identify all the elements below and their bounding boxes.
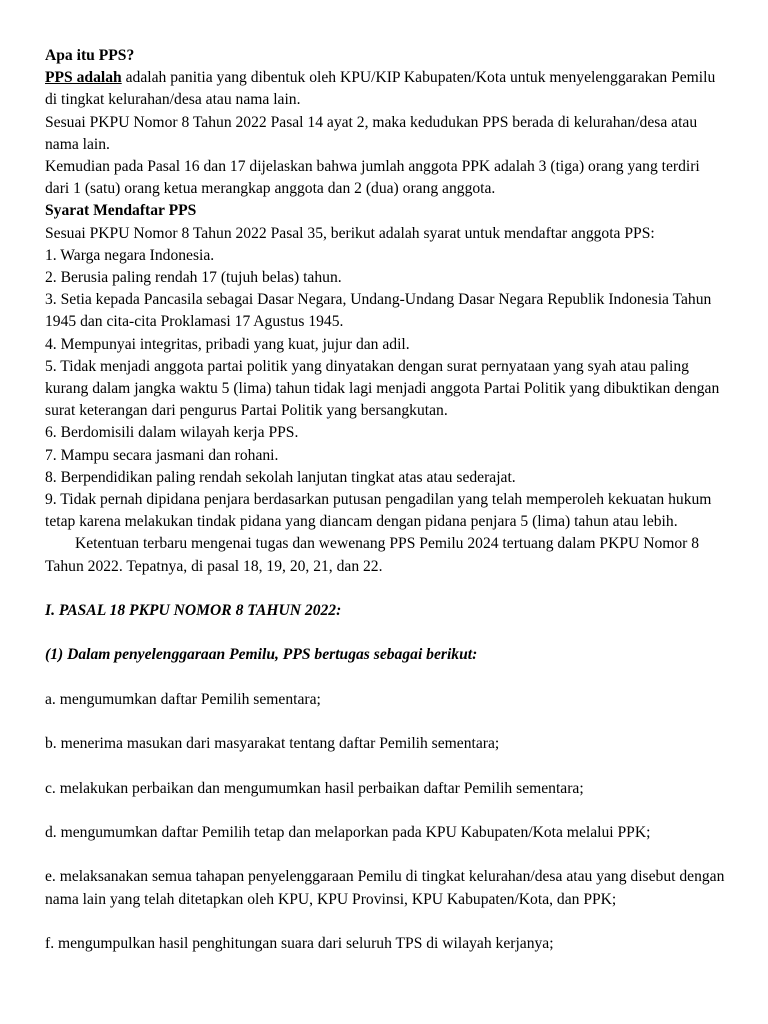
section-heading-requirements: Syarat Mendaftar PPS (45, 202, 197, 220)
requirement-item: 9. Tidak pernah dipidana penjara berdasarkan putusan pengadilan yang telah memperoleh kekuatan hukum tetap karena melakukan tindak pidana yang diancam dengan pidana penjara 5 (lima) tahun atau lebih. (45, 491, 712, 531)
section-heading-what-is-pps: Apa itu PPS? (45, 47, 135, 64)
task-item: c. melakukan perbaikan dan mengumumkan hasil perbaikan daftar Pemilih sementara; (45, 779, 584, 797)
closing-paragraph: Ketentuan terbaru mengenai tugas dan wewenang PPS Pemilu 2024 tertuang dalam PKPU Nomor 8 Tahun 2022. Tepatnya, di pasal 18, 19, 20, 21, dan 22. (45, 535, 700, 575)
article-18-heading: I. PASAL 18 PKPU NOMOR 8 TAHUN 2022: (45, 602, 342, 620)
task-item: f. mengumpulkan hasil penghitungan suara dari seluruh TPS di wilayah kerjanya; (45, 935, 554, 952)
definition-paragraph (45, 67, 725, 111)
membership-paragraph: Kemudian pada Pasal 16 dan 17 dijelaskan bahwa jumlah anggota PPK adalah 3 (tiga) orang yang terdiri dari 1 (satu) orang ketua merangkap anggota dan 2 (dua) orang anggota. (45, 158, 700, 198)
requirement-item: 6. Berdomisili dalam wilayah kerja PPS. (45, 424, 299, 442)
requirement-item: 1. Warga negara Indonesia. (45, 246, 215, 264)
requirement-item: 2. Berusia paling rendah 17 (tujuh belas) tahun. (45, 269, 342, 287)
definition-term: PPS adalah (45, 69, 122, 87)
task-item: d. mengumumkan daftar Pemilih tetap dan melaporkan pada KPU Kabupaten/Kota melalui PPK; (45, 824, 651, 842)
requirement-item: 7. Mampu secara jasmani dan rohani. (45, 446, 279, 464)
task-item: e. melaksanakan semua tahapan penyelenggaraan Pemilu di tingkat kelurahan/desa atau yang disebut dengan nama lain yang telah ditetapkan oleh KPU, KPU Provinsi, KPU Kabupaten/Kota, dan PPK; (45, 868, 725, 908)
article-18-subheading: (1) Dalam penyelenggaraan Pemilu, PPS bertugas sebagai berikut: (45, 646, 478, 664)
requirement-item: 5. Tidak menjadi anggota partai politik yang dinyatakan dengan surat pernyataan yang syah atau paling kurang dalam jangka waktu 5 (lima) tahun tidak lagi menjadi anggota Partai Politik yang dibuktikan dengan surat keterangan dari pengurus Partai Politik yang bersangkutan. (45, 357, 720, 420)
requirement-item: 8. Berpendidikan paling rendah sekolah lanjutan tingkat atas atau sederajat. (45, 468, 516, 486)
requirements-lead: Sesuai PKPU Nomor 8 Tahun 2022 Pasal 35, berikut adalah syarat untuk mendaftar anggota PPS: (45, 224, 655, 242)
position-paragraph: Sesuai PKPU Nomor 8 Tahun 2022 Pasal 14 ayat 2, maka kedudukan PPS berada di kelurahan/desa atau nama lain. (45, 113, 698, 153)
requirement-item: 3. Setia kepada Pancasila sebagai Dasar Negara, Undang-Undang Dasar Negara Republik Indonesia Tahun 1945 dan cita-cita Proklamasi 17 Agustus 1945. (45, 291, 712, 331)
document-page (45, 45, 725, 955)
definition-text: adalah panitia yang dibentuk oleh KPU/KIP Kabupaten/Kota untuk menyelenggarakan Pemilu di tingkat kelurahan/desa atau nama lain. (45, 69, 716, 109)
task-item: b. menerima masukan dari masyarakat tentang daftar Pemilih sementara; (45, 735, 500, 753)
task-item: a. mengumumkan daftar Pemilih sementara; (45, 690, 321, 708)
requirement-item: 4. Mempunyai integritas, pribadi yang kuat, jujur dan adil. (45, 335, 410, 353)
